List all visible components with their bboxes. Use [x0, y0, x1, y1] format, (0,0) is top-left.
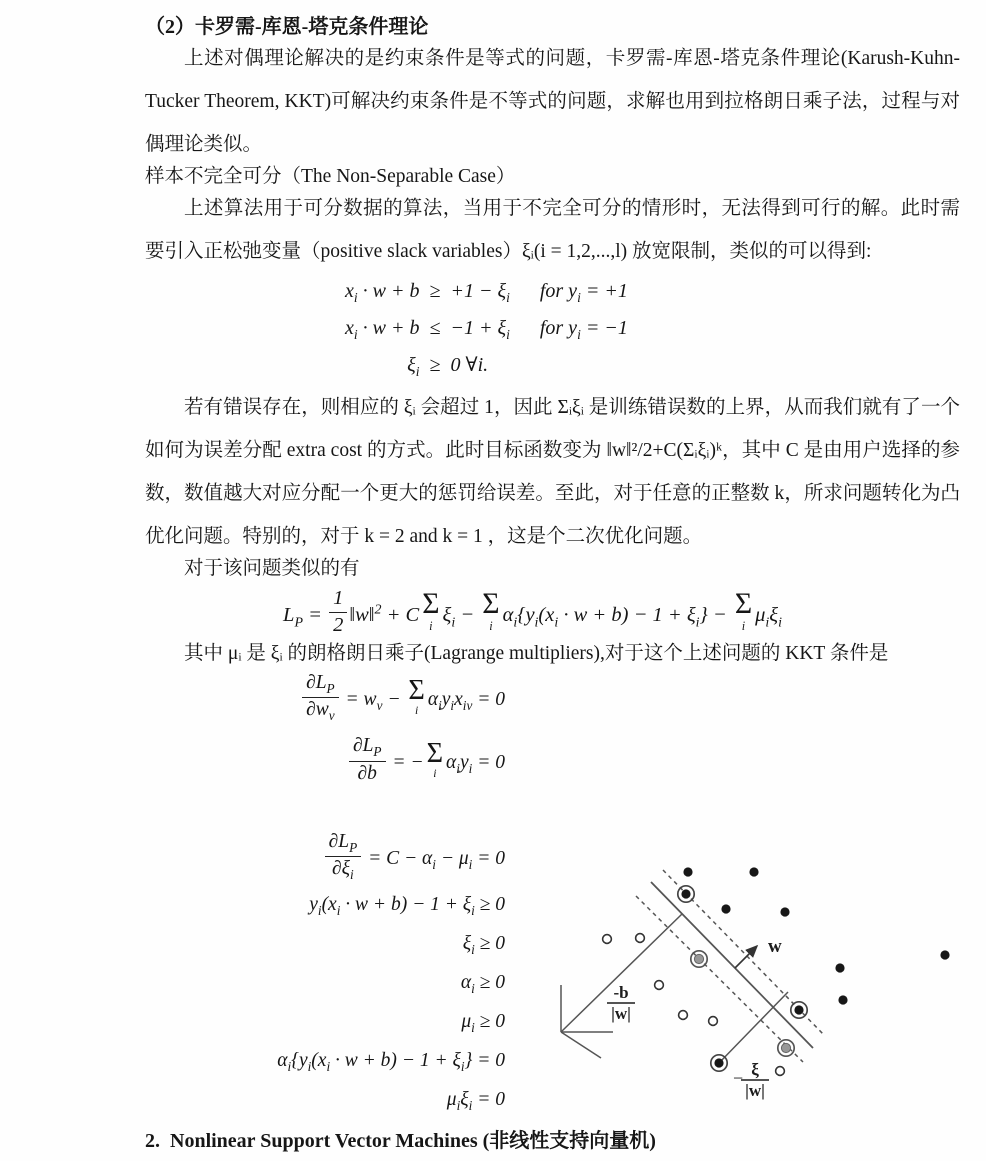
w-label: w [768, 936, 782, 957]
heading-non-separable: 样本不完全可分（The Non-Separable Case） [145, 166, 516, 187]
svm-margin-diagram [552, 842, 982, 1127]
kkt-equation-line: $\frac{\partial L_P}{\partial\xi_i}$ = $C - \alpha_i - \mu_i = 0$ [323, 831, 505, 882]
constraint-equation-part: 0 ∀i. [450, 354, 489, 376]
slack-point [694, 954, 703, 963]
xi-slack-line [719, 992, 788, 1063]
support-vector-point [681, 889, 690, 898]
para-duality: 上述对偶理论解决的是约束条件是等式的问题，卡罗需-库恩-塔克条件理论(Karush-Kuhn-Tucker Theorem, KKT)可解决约束条件是不等式的问题，求解也用到拉格朗日乘子法，过程与对偶理论类似。 [145, 48, 960, 155]
kkt-equation-line: $\alpha_i \ge 0$ [460, 972, 505, 996]
negative-class-point [603, 935, 612, 944]
xi-over-w-label-minus-sign: − [733, 1068, 744, 1088]
constraint-equation-part: $\xi_i$ [407, 354, 420, 379]
separating-hyperplane-line [651, 882, 813, 1048]
b-over-w-label-numerator: -b [613, 983, 629, 1002]
constraint-equations [345, 276, 628, 387]
constraint-equation-part: ≤ [429, 317, 441, 339]
b-over-w-label-denominator: |w| [611, 1004, 631, 1023]
kkt-equation-line: $\mu_i\xi_i = 0$ [446, 1088, 505, 1113]
constraint-equation-part: ≥ [429, 280, 441, 302]
kkt-equation-line: $\frac{\partial L_P}{\partial w_\nu}$ = $w_\nu$ − Σ i $\alpha_iy_ix_{i\nu} = 0$ [300, 672, 505, 723]
para-similar-intro: 对于该问题类似的有 [184, 558, 360, 579]
constraint-equation-part: $x_i \cdot w + b$ [345, 317, 420, 342]
positive-class-point [721, 904, 730, 913]
positive-class-point [838, 995, 847, 1004]
xi-over-w-label-numerator: ξ [751, 1060, 759, 1079]
constraint-equation-part: $-1 + \xi_i$ [450, 317, 510, 342]
kkt-equation-line: $\mu_i \ge 0$ [461, 1010, 505, 1035]
heading-kkt-theory: （2）卡罗需-库恩-塔克条件理论 [145, 16, 429, 38]
svm-diagram-svg [552, 842, 982, 1127]
positive-class-point [749, 867, 758, 876]
kkt-equation-line: $\alpha_i\{y_i(x_i \cdot w + b) - 1 + \xi_i\} = 0$ [277, 1049, 505, 1074]
para-error-cost: 若有错误存在，则相应的 ξᵢ 会超过 1，因此 Σᵢξᵢ 是训练错误数的上界，从而我们就有了一个如何为误差分配 extra cost 的方式。此时目标函数变为 ‖w‖²/2+C(Σᵢξᵢ)ᵏ，其中 C 是由用户选择的参数，数值越大对应分配一个更大的惩罚给误差。至此，对于任意的正整数 k，所求问题转化为凸优化问题。特别的，对于 k = 2 and k = 1 ，这是个二次优化问题。 [145, 397, 960, 547]
para-non-separable: 上述算法用于可分数据的算法，当用于不完全可分的情形时，无法得到可行的解。此时需要引入正松弛变量（positive slack variables）ξᵢ(i = 1,2,...,l) 放宽限制，类似的可以得到: [145, 198, 960, 262]
negative-class-point [679, 1011, 688, 1020]
constraint-equation-part: $+1 - \xi_i$ [450, 280, 510, 305]
kkt-equation-line: $\xi_i \ge 0$ [462, 933, 505, 958]
positive-class-point [780, 907, 789, 916]
constraint-equation-part [510, 350, 628, 387]
negative-class-point [655, 981, 664, 990]
constraint-equation-part: ≥ [429, 354, 441, 376]
negative-class-point [776, 1067, 785, 1076]
positive-class-point [940, 950, 949, 959]
lagrangian-equation: $L_P$ = $\frac{1}{2}$ ‖w‖$^2$ + C Σ i $\xi_i$ − Σ i $\alpha_i\{y_i(x_i \cdot w + b) - 1 + \xi_i\}$ − Σ i $\mu_i\xi_i$ [283, 587, 782, 636]
positive-class-point [683, 867, 692, 876]
positive-class-point [835, 963, 844, 972]
constraint-equation-part: $x_i \cdot w + b$ [345, 280, 420, 305]
heading-nonlinear-svm: 2. Nonlinear Support Vector Machines (非线性支持向量机) [145, 1130, 656, 1152]
constraint-equation-part: for $y_i = -1$ [539, 317, 628, 342]
constraint-equation-part: for $y_i = +1$ [539, 280, 628, 305]
kkt-conditions-list [145, 666, 505, 1121]
negative-class-point [636, 934, 645, 943]
axis-line [561, 1032, 601, 1058]
kkt-equation-line: $y_i(x_i \cdot w + b) - 1 + \xi_i \ge 0$ [309, 894, 505, 919]
w-vector-arrow [735, 946, 757, 968]
kkt-equation-line: $\frac{\partial L_P}{\partial b}$ = − Σ i $\alpha_iy_i = 0$ [347, 735, 505, 785]
support-vector-point [714, 1058, 723, 1067]
para-lagrange-multipliers: 其中 μᵢ 是 ξᵢ 的朗格朗日乘子(Lagrange multipliers),对于这个上述问题的 KKT 条件是 [184, 643, 889, 665]
margin-dashed-line [636, 896, 803, 1062]
xi-over-w-label-denominator: |w| [745, 1081, 765, 1100]
negative-class-point [709, 1017, 718, 1026]
support-vector-point [794, 1005, 803, 1014]
slack-point [781, 1043, 790, 1052]
